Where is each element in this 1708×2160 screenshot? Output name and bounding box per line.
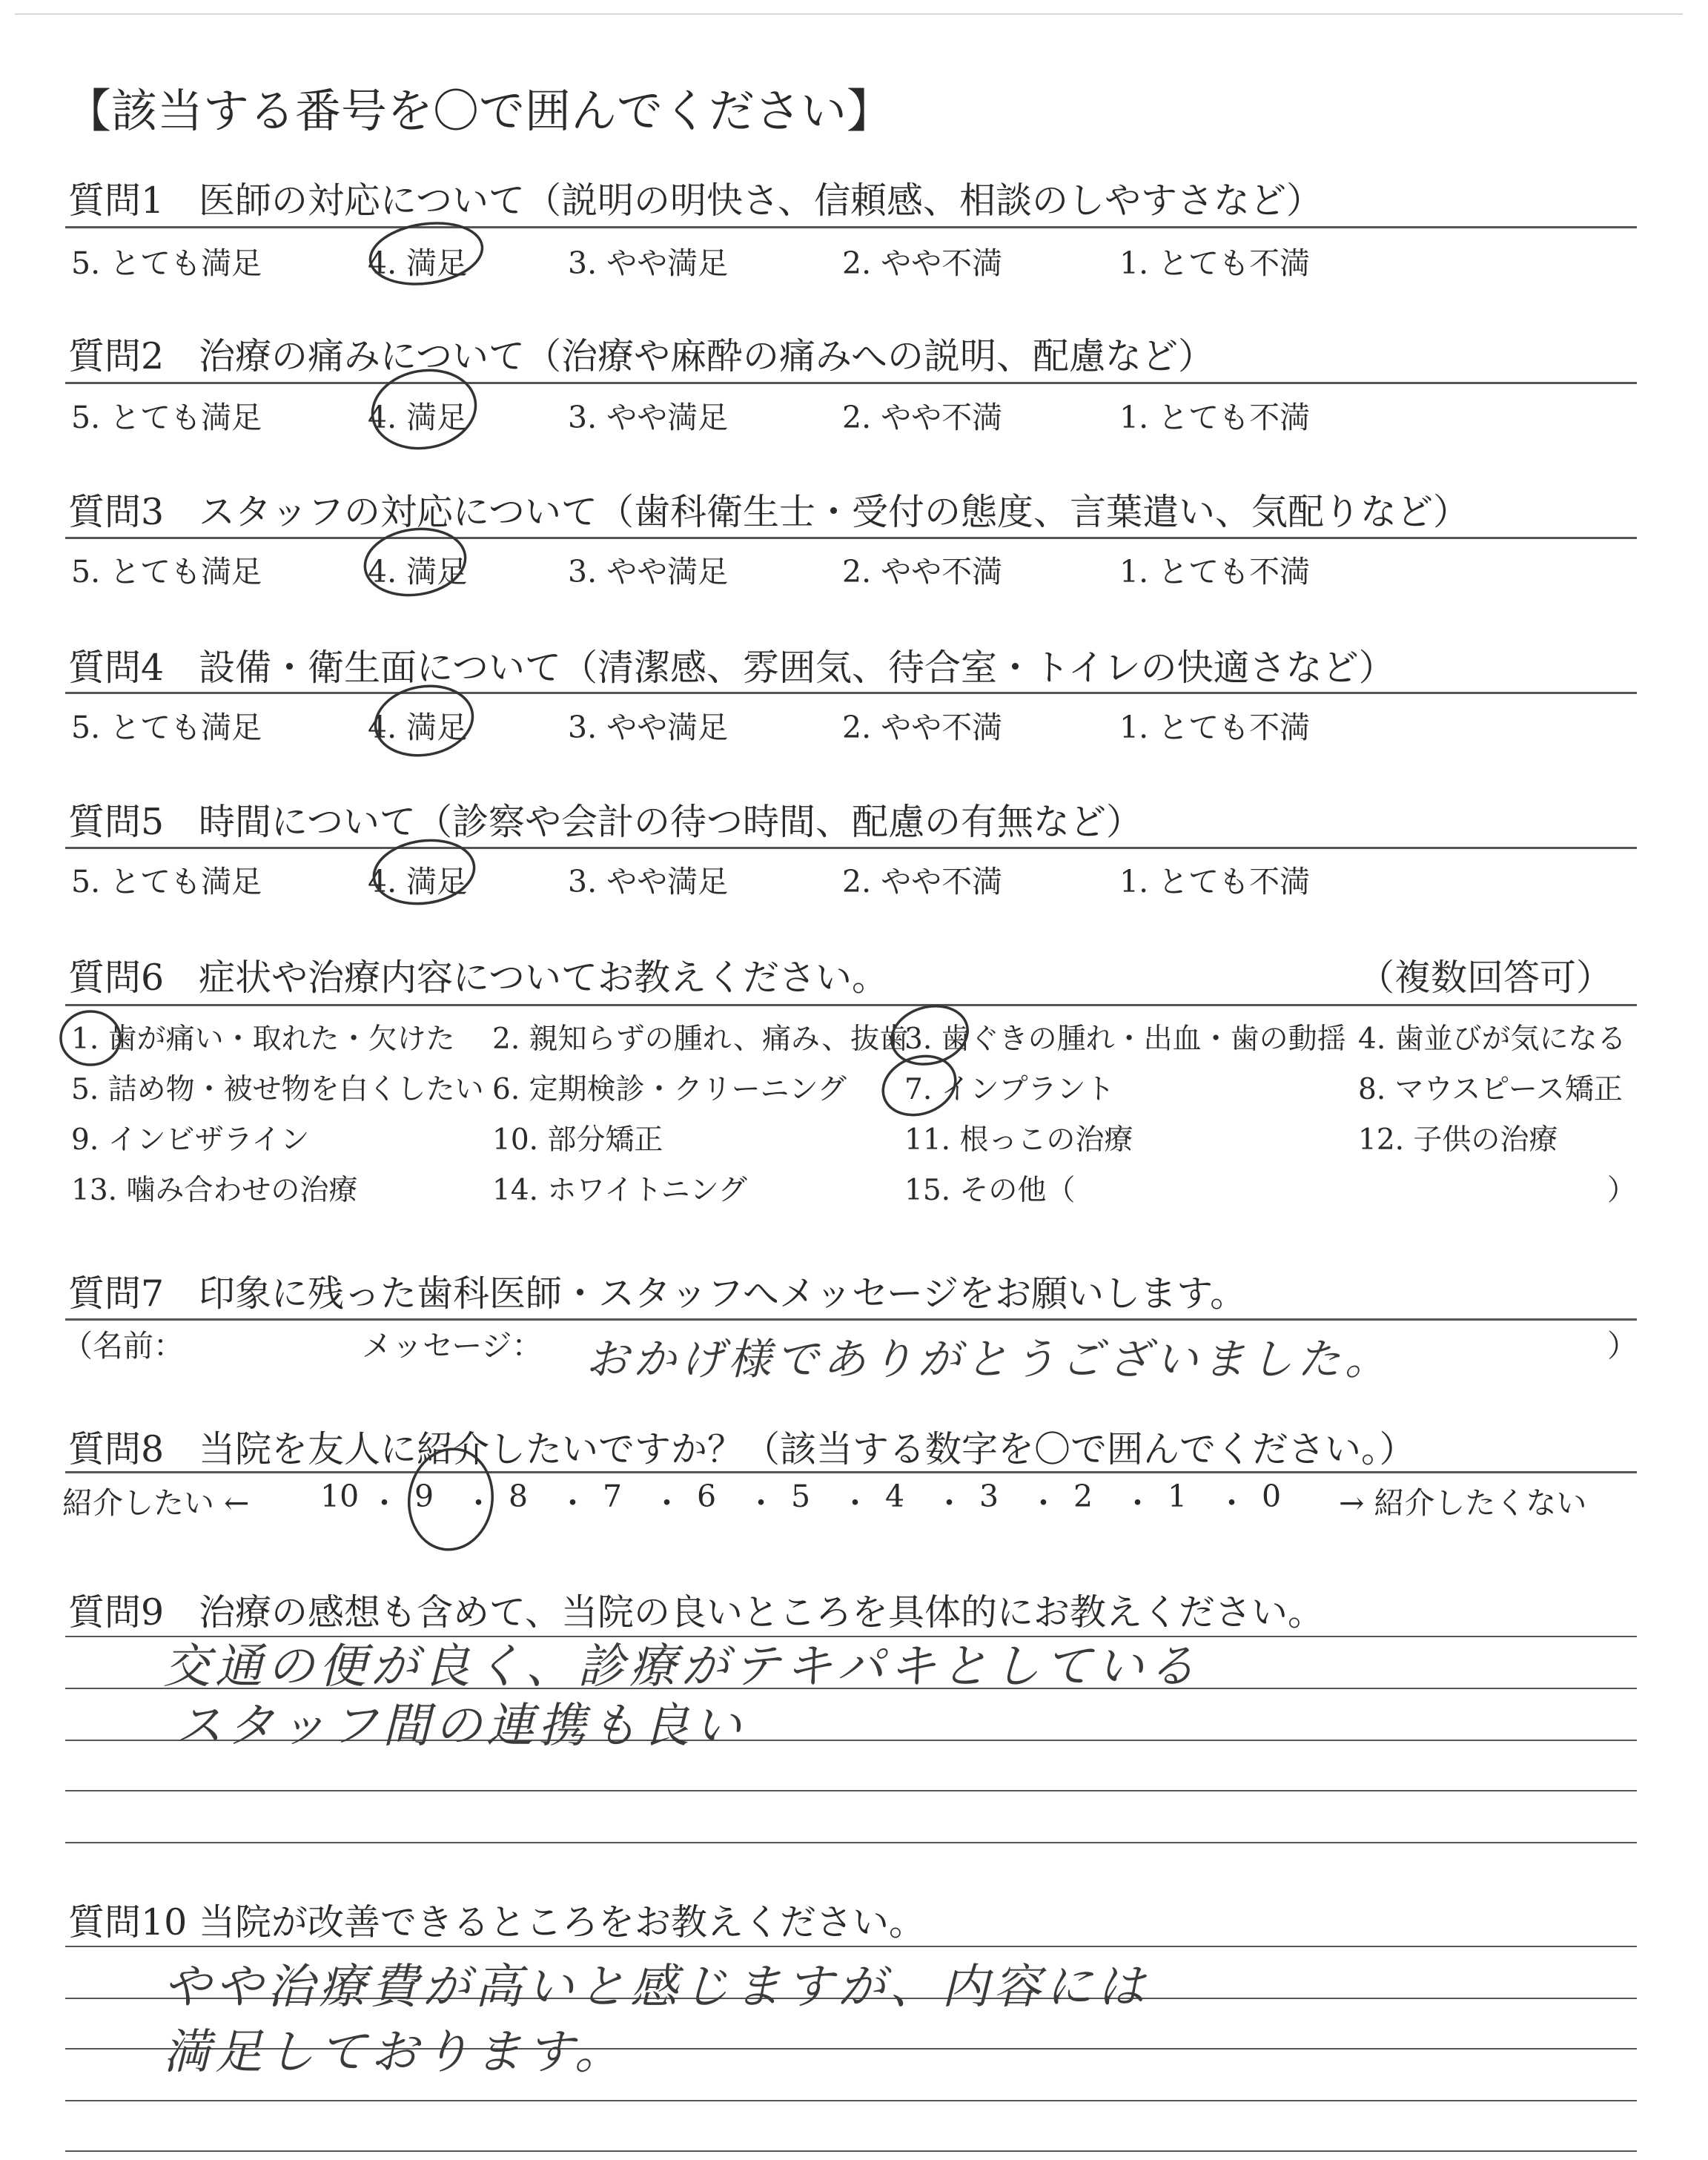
divider <box>65 1318 1637 1321</box>
question-label: 質問5 <box>68 801 165 843</box>
question-text: 治療の感想も含めて、当院の良いところを具体的にお教えください。 <box>199 1591 1325 1634</box>
question-text: 治療の痛みについて（治療や麻酔の痛みへの説明、配慮など） <box>199 335 1215 377</box>
question-text: 症状や治療内容についてお教えください。 <box>199 957 889 999</box>
symptom-option[interactable]: 1. 歯が痛い・取れた・欠けた <box>71 1023 455 1056</box>
scale-value-8[interactable]: 8 <box>509 1479 529 1514</box>
scale-value-10[interactable]: 10 <box>320 1479 360 1514</box>
answer-line <box>65 1842 1637 1843</box>
option-1[interactable]: 1. とても不満 <box>1119 864 1311 899</box>
question-label: 質問2 <box>68 335 165 377</box>
close-paren: ） <box>1607 1174 1637 1207</box>
option-4[interactable]: 4. 満足 <box>368 245 468 281</box>
multiple-answer-note: （複数回答可） <box>1358 957 1613 999</box>
option-3[interactable]: 3. やや満足 <box>568 245 729 281</box>
symptom-option[interactable]: 10. 部分矯正 <box>492 1123 663 1157</box>
close-paren: ） <box>1607 1328 1638 1364</box>
scale-separator: ・ <box>557 1485 588 1521</box>
symptom-option[interactable]: 12. 子供の治療 <box>1358 1123 1558 1157</box>
option-5[interactable]: 5. とても満足 <box>71 710 262 745</box>
scale-separator: ・ <box>746 1485 776 1521</box>
scale-value-7[interactable]: 7 <box>603 1479 623 1514</box>
symptom-option[interactable]: 2. 親知らずの腫れ、痛み、抜歯 <box>492 1023 909 1056</box>
option-5[interactable]: 5. とても満足 <box>71 400 262 435</box>
scale-separator: ・ <box>652 1485 682 1521</box>
option-2[interactable]: 2. やや不満 <box>842 245 1003 281</box>
scale-right-label: → 紹介したくない <box>1339 1485 1587 1521</box>
option-2[interactable]: 2. やや不満 <box>842 710 1003 745</box>
scale-separator: ・ <box>369 1485 400 1521</box>
scale-value-4[interactable]: 4 <box>885 1479 905 1514</box>
question-text: 当院を友人に紹介したいですか？（該当する数字を〇で囲んでください。） <box>199 1428 1416 1470</box>
scale-separator: ・ <box>1028 1485 1059 1521</box>
option-1[interactable]: 1. とても不満 <box>1119 245 1311 281</box>
scale-value-3[interactable]: 3 <box>979 1479 999 1514</box>
handwritten-answer-line: 満足しております。 <box>163 2025 626 2080</box>
answer-line <box>65 2100 1637 2101</box>
symptom-option[interactable]: 5. 詰め物・被せ物を白くしたい <box>71 1073 484 1106</box>
scale-separator: ・ <box>463 1485 494 1521</box>
scale-left-label: 紹介したい ← <box>62 1485 250 1521</box>
scale-separator: ・ <box>1217 1485 1247 1521</box>
symptom-option[interactable]: 6. 定期検診・クリーニング <box>492 1073 847 1106</box>
question-text: スタッフの対応について（歯科衛生士・受付の態度、言葉遣い、気配りなど） <box>199 491 1470 533</box>
symptom-option[interactable]: 4. 歯並びが気になる <box>1358 1023 1626 1056</box>
symptom-option[interactable]: 14. ホワイトニング <box>492 1174 747 1207</box>
option-3[interactable]: 3. やや満足 <box>568 554 729 589</box>
divider <box>65 537 1637 539</box>
symptom-option[interactable]: 13. 噛み合わせの治療 <box>71 1174 358 1207</box>
page-title: 【該当する番号を〇で囲んでください】 <box>65 84 893 138</box>
question-text: 設備・衛生面について（清潔感、雰囲気、待合室・トイレの快適さなど） <box>199 647 1395 689</box>
option-3[interactable]: 3. やや満足 <box>568 710 729 745</box>
answer-line <box>65 1790 1637 1791</box>
divider <box>65 1004 1637 1006</box>
divider <box>65 1471 1637 1473</box>
symptom-option[interactable]: 9. インビザライン <box>71 1123 310 1157</box>
option-2[interactable]: 2. やや不満 <box>842 554 1003 589</box>
question-label: 質問7 <box>68 1272 165 1315</box>
option-4[interactable]: 4. 満足 <box>368 864 468 899</box>
option-3[interactable]: 3. やや満足 <box>568 864 729 899</box>
handwritten-answer-line: 交通の便が良く、診療がテキパキとしている <box>163 1639 1200 1694</box>
divider <box>65 692 1637 694</box>
question-label: 質問4 <box>68 647 165 689</box>
symptom-option[interactable]: 8. マウスピース矯正 <box>1358 1073 1623 1106</box>
scale-separator: ・ <box>840 1485 870 1521</box>
scale-value-5[interactable]: 5 <box>791 1479 811 1514</box>
scale-separator: ・ <box>1122 1485 1153 1521</box>
scan-edge-marks <box>0 0 1708 22</box>
question-text: 印象に残った歯科医師・スタッフへメッセージをお願いします。 <box>199 1272 1247 1315</box>
question-label: 質問3 <box>68 491 165 533</box>
scale-value-1[interactable]: 1 <box>1168 1479 1188 1514</box>
divider <box>65 847 1637 849</box>
answer-line <box>65 2150 1637 2152</box>
divider <box>65 226 1637 228</box>
scale-value-0[interactable]: 0 <box>1262 1479 1282 1514</box>
question-label: 質問9 <box>68 1591 165 1634</box>
answer-line <box>65 1946 1637 1947</box>
scale-separator: ・ <box>934 1485 964 1521</box>
option-5[interactable]: 5. とても満足 <box>71 864 262 899</box>
option-5[interactable]: 5. とても満足 <box>71 245 262 281</box>
option-5[interactable]: 5. とても満足 <box>71 554 262 589</box>
option-4[interactable]: 4. 満足 <box>368 554 468 589</box>
scale-value-9[interactable]: 9 <box>414 1479 434 1514</box>
scale-value-2[interactable]: 2 <box>1073 1479 1093 1514</box>
question-text: 時間について（診察や会計の待つ時間、配慮の有無など） <box>199 801 1143 843</box>
symptom-option[interactable]: 11. 根っこの治療 <box>904 1123 1133 1157</box>
option-2[interactable]: 2. やや不満 <box>842 864 1003 899</box>
question-text: 医師の対応について（説明の明快さ、信頼感、相談のしやすさなど） <box>199 179 1323 222</box>
divider <box>65 382 1637 384</box>
handwritten-message: おかげ様でありがとうございました。 <box>586 1334 1393 1384</box>
scale-value-6[interactable]: 6 <box>697 1479 717 1514</box>
name-label: （名前： <box>62 1328 184 1364</box>
option-4[interactable]: 4. 満足 <box>368 710 468 745</box>
question-label: 質問8 <box>68 1428 165 1470</box>
option-4[interactable]: 4. 満足 <box>368 400 468 435</box>
question-text: 当院が改善できるところをお教えください。 <box>199 1901 926 1943</box>
option-2[interactable]: 2. やや不満 <box>842 400 1003 435</box>
option-1[interactable]: 1. とても不満 <box>1119 710 1311 745</box>
question-label: 質問1 <box>68 179 165 222</box>
question-label: 質問10 <box>68 1901 188 1943</box>
message-label: メッセージ： <box>362 1328 543 1364</box>
symptom-option[interactable]: 15. その他（ <box>904 1174 1076 1207</box>
handwritten-answer-line: スタッフ間の連携も良い <box>175 1699 746 1754</box>
symptom-option[interactable]: 7. インプラント <box>904 1073 1115 1106</box>
option-1[interactable]: 1. とても不満 <box>1119 554 1311 589</box>
option-1[interactable]: 1. とても不満 <box>1119 400 1311 435</box>
handwritten-answer-line: やや治療費が高いと感じますが、内容には <box>163 1960 1149 2015</box>
symptom-option[interactable]: 3. 歯ぐきの腫れ・出血・歯の動揺 <box>904 1023 1346 1056</box>
option-3[interactable]: 3. やや満足 <box>568 400 729 435</box>
question-label: 質問6 <box>68 957 165 999</box>
